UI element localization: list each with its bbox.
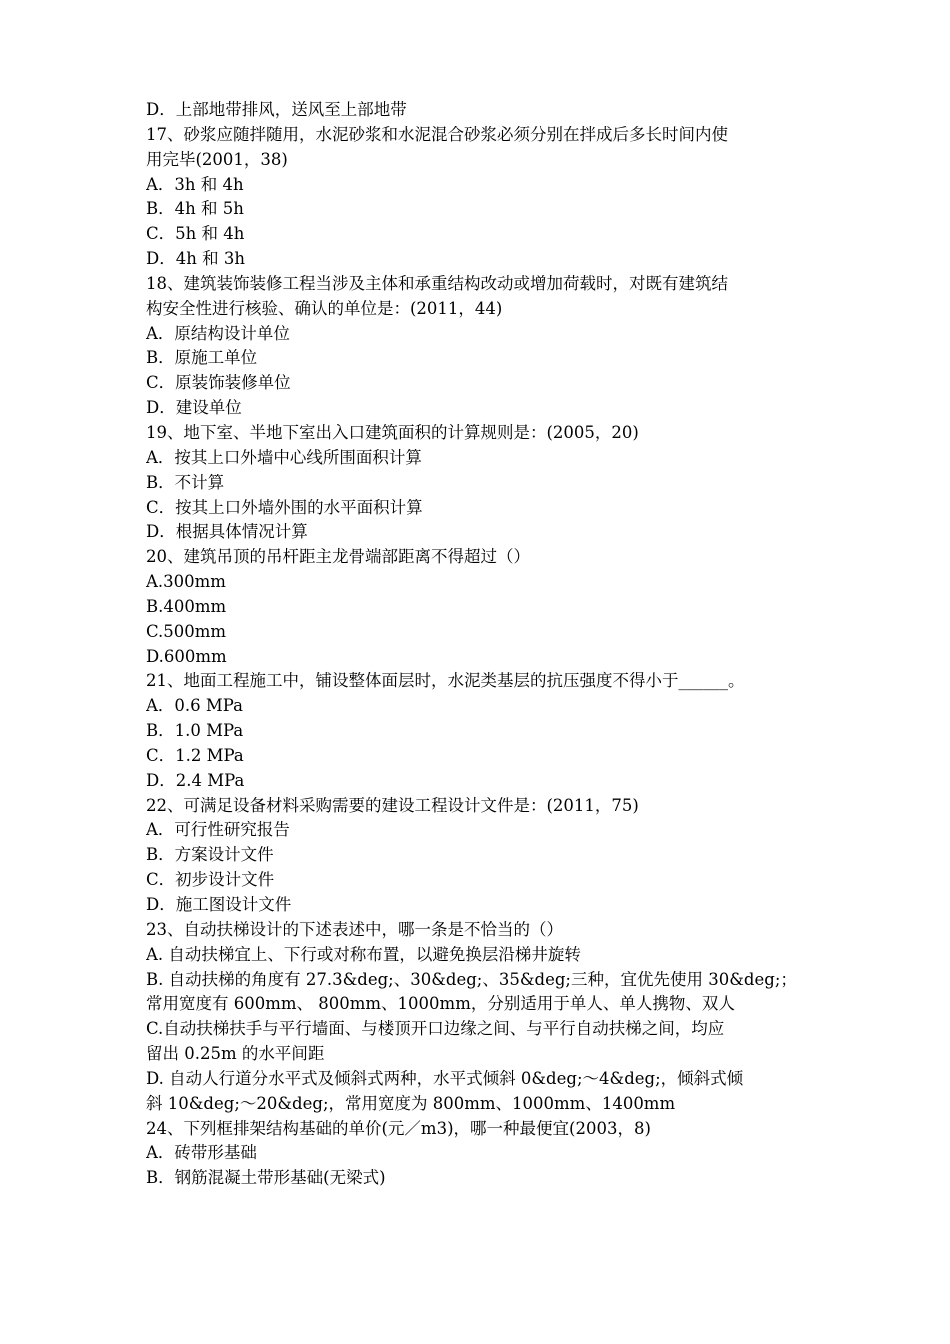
text-line: C.500mm xyxy=(146,621,227,641)
text-line: D．上部地带排风，送风至上部地带 xyxy=(146,100,407,119)
text-line: A．3h 和 4h xyxy=(146,174,244,194)
text-line: A．可行性研究报告 xyxy=(146,820,290,840)
text-line: B．原施工单位 xyxy=(146,348,258,368)
text-line: A．砖带形基础 xyxy=(146,1143,257,1163)
document-body xyxy=(146,98,816,1191)
text-line: 23、自动扶梯设计的下述表述中，哪一条是不恰当的（） xyxy=(146,919,563,939)
text-line: 常用宽度有 600mm、 800mm、1000mm，分别适用于单人、单人携物、双人 xyxy=(146,994,735,1014)
text-line: 构安全性进行核验、确认的单位是：(2011，44) xyxy=(146,298,503,318)
text-line: D. 自动人行道分水平式及倾斜式两种，水平式倾斜 0&deg;～4&deg;，倾斜式倾 xyxy=(146,1068,744,1088)
text-line: 斜 10&deg;～20&deg;，常用宽度为 800mm、1000mm、1400mm xyxy=(146,1093,676,1113)
text-line: B．钢筋混凝土带形基础(无梁式) xyxy=(146,1168,386,1188)
text-line: C．初步设计文件 xyxy=(146,870,275,890)
text-line: D．建设单位 xyxy=(146,398,242,418)
text-line: D．2.4 MPa xyxy=(146,770,245,790)
text-line: C．5h 和 4h xyxy=(146,224,245,244)
text-line: A.300mm xyxy=(146,572,226,592)
text-line: 17、砂浆应随拌随用，水泥砂浆和水泥混合砂浆必须分别在拌成后多长时间内使 xyxy=(146,124,728,144)
text-line: D．施工图设计文件 xyxy=(146,895,292,914)
text-line: A．原结构设计单位 xyxy=(146,323,290,343)
text-line: A．按其上口外墙中心线所围面积计算 xyxy=(146,447,422,467)
text-line: B．不计算 xyxy=(146,472,225,492)
text-line: A．0.6 MPa xyxy=(146,696,243,716)
text-line: D．根据具体情况计算 xyxy=(146,522,308,542)
text-line: C.自动扶梯扶手与平行墙面、与楼顶开口边缘之间、与平行自动扶梯之间，均应 xyxy=(146,1019,725,1039)
text-line: C．原装饰装修单位 xyxy=(146,373,291,393)
text-line: 20、建筑吊顶的吊杆距主龙骨端部距离不得超过（） xyxy=(146,547,530,567)
text-line: D.600mm xyxy=(146,646,227,666)
text-line: B．1.0 MPa xyxy=(146,721,244,741)
text-line: B．4h 和 5h xyxy=(146,199,244,219)
text-line: B.400mm xyxy=(146,596,227,616)
text-line: 24、下列框排架结构基础的单价(元／m3)，哪一种最便宜(2003，8) xyxy=(146,1118,651,1138)
text-line: C．按其上口外墙外围的水平面积计算 xyxy=(146,497,423,517)
text-line: 用完毕(2001，38) xyxy=(146,149,288,169)
text-line: 21、地面工程施工中，铺设整体面层时，水泥类基层的抗压强度不得小于______。 xyxy=(146,671,745,691)
text-line: B．方案设计文件 xyxy=(146,845,274,865)
text-line: 19、地下室、半地下室出入口建筑面积的计算规则是：(2005，20) xyxy=(146,422,639,442)
text-line: 22、可满足设备材料采购需要的建设工程设计文件是：(2011，75) xyxy=(146,795,639,815)
text-line: C．1.2 MPa xyxy=(146,745,244,765)
text-line: D．4h 和 3h xyxy=(146,249,245,269)
text-line: A. 自动扶梯宜上、下行或对称布置，以避免换层沿梯井旋转 xyxy=(146,944,581,964)
text-line: 留出 0.25m 的水平间距 xyxy=(146,1044,325,1064)
text-line: 18、建筑装饰装修工程当涉及主体和承重结构改动或增加荷载时，对既有建筑结 xyxy=(146,273,728,293)
text-line: B. 自动扶梯的角度有 27.3&deg;、30&deg;、35&deg;三种，宜优先使用 30&deg;； xyxy=(146,969,797,989)
